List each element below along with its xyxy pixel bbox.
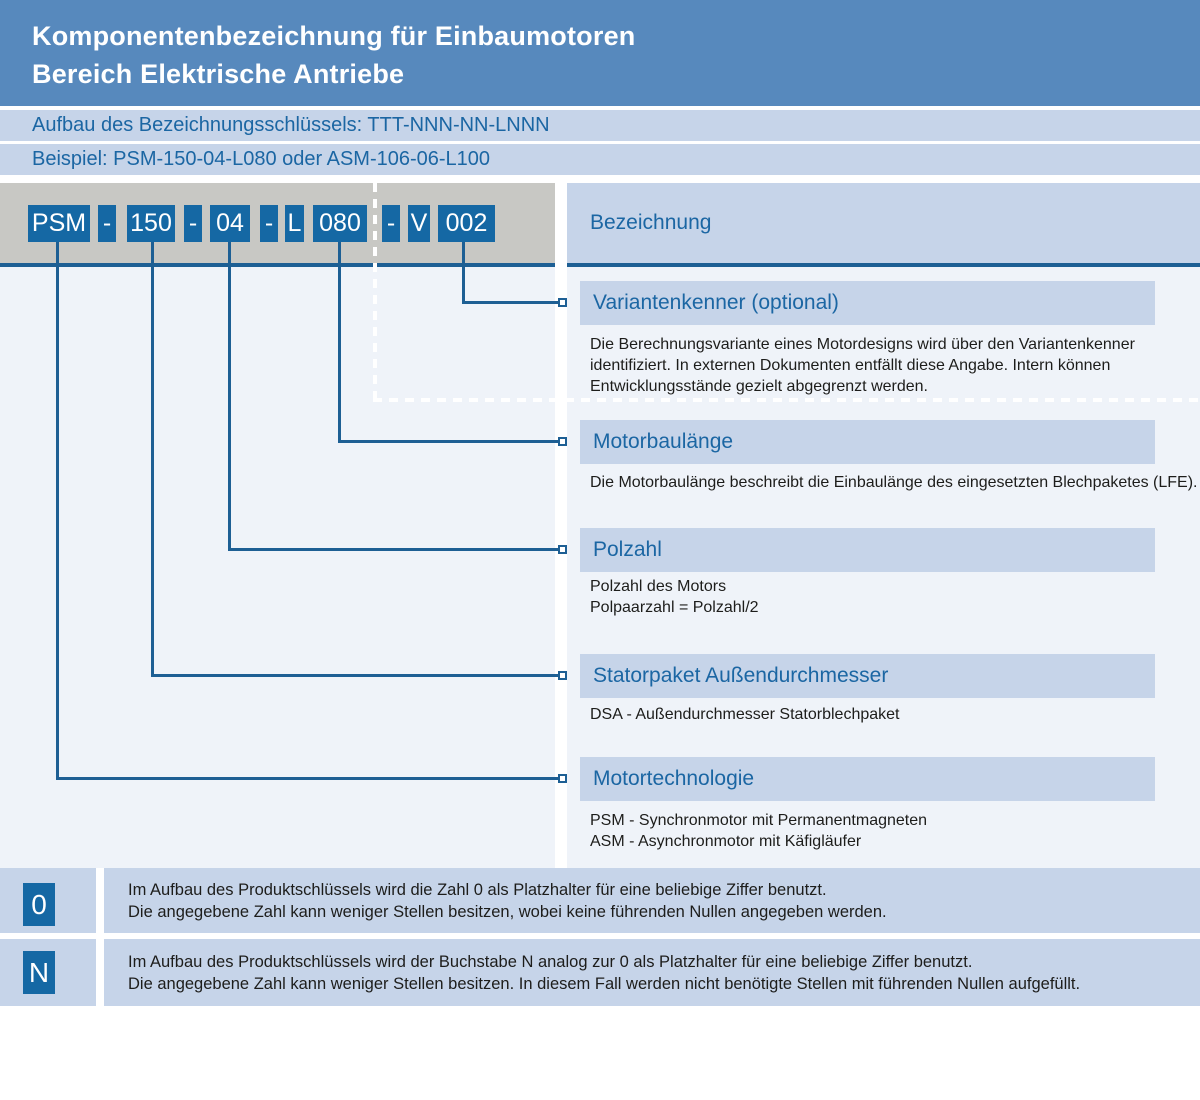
connector-technology-endpoint-icon xyxy=(558,774,567,783)
note-line: Im Aufbau des Produktschlüssels wird die Zahl 0 als Platzhalter für eine beliebige Ziffer benutzt. xyxy=(128,880,827,899)
body-line: identifiziert. In externen Dokumenten entfällt diese Angabe. Intern können xyxy=(590,357,1111,374)
code-segment-stator-diameter: 150 xyxy=(127,205,175,242)
optional-boundary-dashed-horizontal xyxy=(373,398,1200,402)
connector-technology-vertical xyxy=(56,242,59,780)
code-segment-motor-technology: PSM xyxy=(28,205,90,242)
connector-technology-horizontal xyxy=(56,777,558,780)
connector-stator-vertical xyxy=(151,242,154,677)
section-title: Variantenkenner (optional) xyxy=(593,291,839,314)
section-heading-variantenkenner xyxy=(580,281,1155,325)
connector-stator-endpoint-icon xyxy=(558,671,567,680)
connector-variant-horizontal xyxy=(462,301,558,304)
example-bar xyxy=(0,144,1200,175)
section-body-statorpaket xyxy=(590,704,900,725)
example-label: Beispiel: PSM-150-04-L080 oder ASM-106-06-L100 xyxy=(32,148,491,170)
designation-header-bar xyxy=(567,183,1200,263)
section-body-motortechnologie xyxy=(590,810,927,852)
code-separator: - xyxy=(382,205,400,242)
body-line: ASM - Asynchronmotor mit Käfigläufer xyxy=(590,833,862,850)
connector-poles-horizontal xyxy=(228,548,558,551)
page-title-line1: Komponentenbezeichnung für Einbaumotoren xyxy=(32,21,636,51)
code-segment-length-prefix: L xyxy=(285,205,304,242)
connector-length-endpoint-icon xyxy=(558,437,567,446)
page-title-line2: Bereich Elektrische Antriebe xyxy=(32,59,405,89)
designation-header-label: Bezeichnung xyxy=(590,211,712,234)
body-line: Polzahl des Motors xyxy=(590,578,727,595)
connector-length-horizontal xyxy=(338,440,558,443)
key-structure-bar xyxy=(0,110,1200,141)
section-title: Polzahl xyxy=(593,538,662,561)
connector-poles-vertical xyxy=(228,242,231,551)
code-segment-variant-prefix: V xyxy=(408,205,430,242)
section-heading-motorbaulaenge xyxy=(580,420,1155,464)
note-zero-text xyxy=(104,868,1200,933)
body-line: Die Berechnungsvariante eines Motordesigns wird über den Variantenkenner xyxy=(590,336,1135,353)
connector-variant-vertical xyxy=(462,242,465,304)
connector-length-vertical xyxy=(338,242,341,443)
code-segment-variant-number: 002 xyxy=(438,205,495,242)
body-line: PSM - Synchronmotor mit Permanentmagneten xyxy=(590,812,928,829)
code-separator: - xyxy=(184,205,202,242)
note-line: Im Aufbau des Produktschlüssels wird der Buchstabe N analog zur 0 als Platzhalter für eine beliebige Ziffer benutzt. xyxy=(128,952,973,971)
connector-stator-horizontal xyxy=(151,674,558,677)
section-heading-motortechnologie xyxy=(580,757,1155,801)
section-title: Motorbaulänge xyxy=(593,430,734,453)
section-heading-polzahl xyxy=(580,528,1155,572)
optional-boundary-dashed-vertical xyxy=(373,183,377,401)
note-n-text xyxy=(104,939,1200,1006)
n-placeholder-icon: N xyxy=(23,951,55,994)
connector-poles-endpoint-icon xyxy=(558,545,567,554)
section-title: Motortechnologie xyxy=(593,767,755,790)
code-separator: - xyxy=(260,205,278,242)
body-line: Entwicklungsstände gezielt abgegrenzt werden. xyxy=(590,378,928,395)
zero-placeholder-icon: 0 xyxy=(23,883,55,926)
note-line: Die angegebene Zahl kann weniger Stellen besitzen. In diesem Fall werden nicht benötigte Stellen mit führenden Nullen aufgefüllt. xyxy=(128,974,1081,993)
body-line: DSA - Außendurchmesser Statorblechpaket xyxy=(590,706,900,723)
code-separator: - xyxy=(98,205,116,242)
body-line: Die Motorbaulänge beschreibt die Einbaulänge des eingesetzten Blechpaketes (LFE). xyxy=(590,474,1198,491)
code-segment-pole-count: 04 xyxy=(210,205,250,242)
body-line: Polpaarzahl = Polzahl/2 xyxy=(590,599,759,616)
page-header xyxy=(0,0,1200,106)
section-body-motorbaulaenge xyxy=(590,472,1198,493)
section-body-variantenkenner xyxy=(590,334,1135,397)
key-structure-label: Aufbau des Bezeichnungsschlüssels: TTT-NNN-NN-LNNN xyxy=(32,114,550,136)
connector-variant-endpoint-icon xyxy=(558,298,567,307)
note-line: Die angegebene Zahl kann weniger Stellen besitzen, wobei keine führenden Nullen angegeben werden. xyxy=(128,902,887,921)
code-segment-motor-length: 080 xyxy=(313,205,367,242)
section-heading-statorpaket xyxy=(580,654,1155,698)
section-title: Statorpaket Außendurchmesser xyxy=(593,664,889,687)
section-body-polzahl xyxy=(590,576,759,618)
